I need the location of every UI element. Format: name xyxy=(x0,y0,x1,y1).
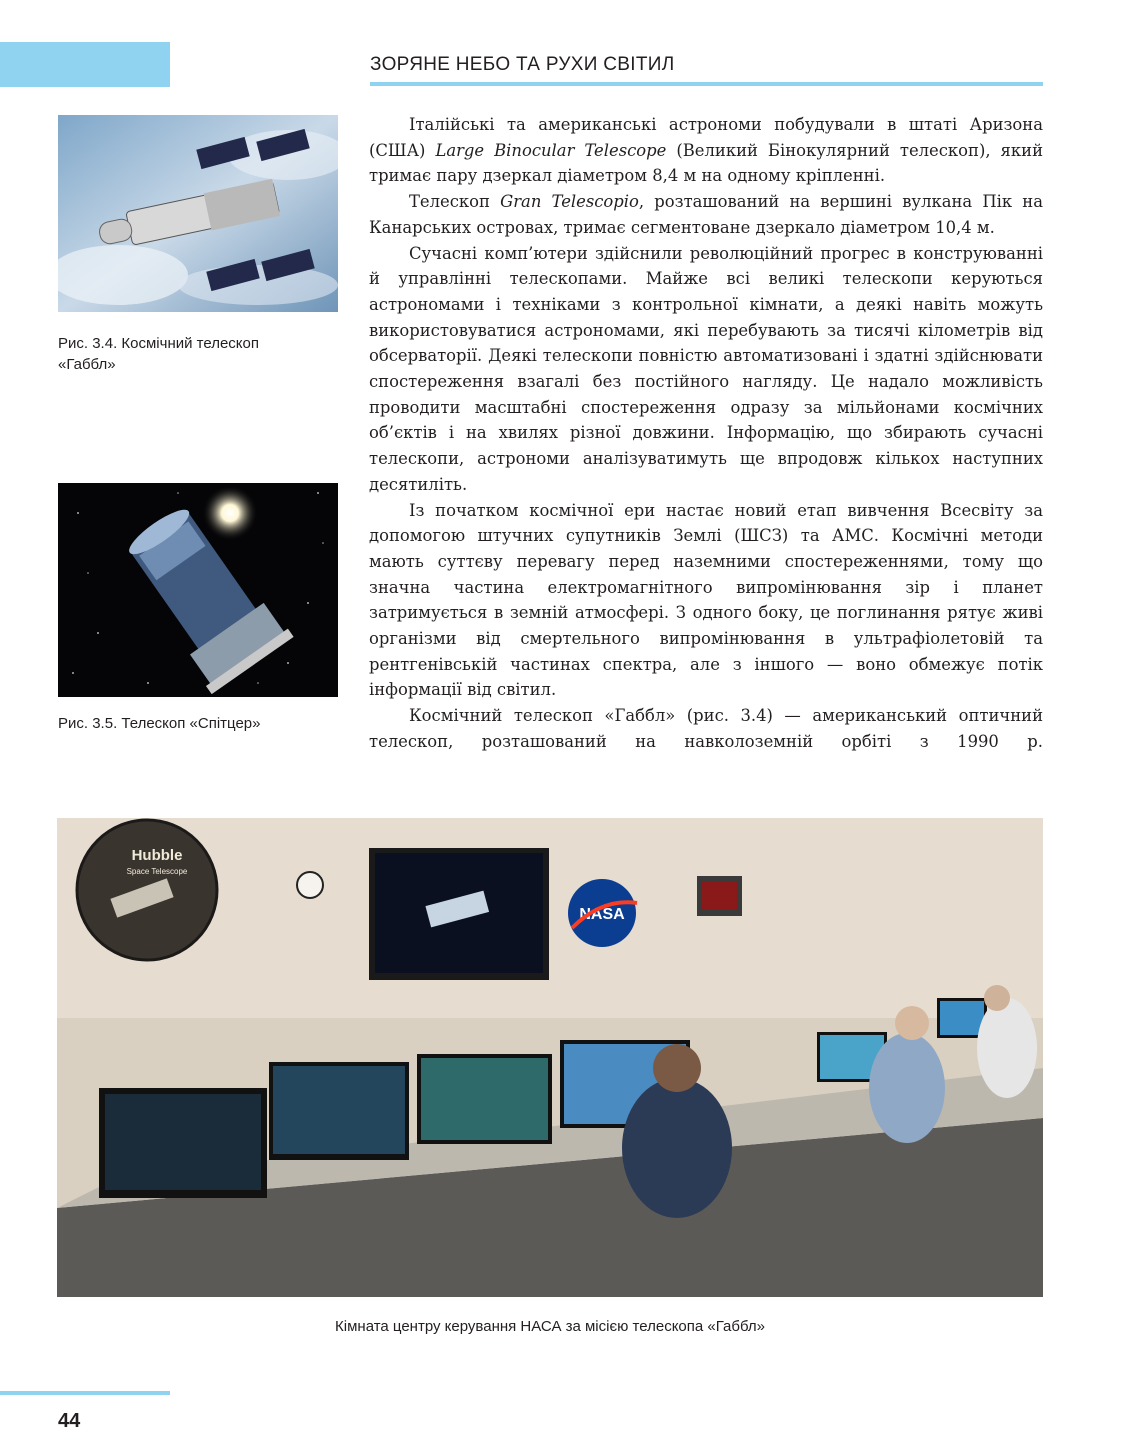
body-text xyxy=(369,112,1043,755)
figure-spitzer-image xyxy=(58,483,338,697)
paragraph: Космічний телескоп «Габбл» (рис. 3.4) — американський оптичний телескоп, розташований на навколоземній орбіті з 1990 р. xyxy=(369,706,1043,751)
photo-caption: Кімната центру керування НАСА за місією телескопа «Габбл» xyxy=(335,1318,765,1335)
svg-text:Hubble: Hubble xyxy=(131,847,183,864)
figure-caption: Рис. 3.5. Телескоп «Спітцер» xyxy=(58,715,261,732)
paragraph: Сучасні комп’ютери здійснили революційний прогрес в конструюванні й управлінні телескопами. Майже всі великі телескопи керуються астрономами і техніками з контрольної кімнати, а деякі навіть можуть використовуватися астрономами, які перебувають за тисячі кілометрів від обсерваторії. Деякі телескопи повністю автоматизовані і здатні здійснювати спостереження взагалі без постійного нагляду. Це надало можливість проводити масштабні спостереження одразу за мільйонами космічних об’єктів і на хвилях різної довжини. Інформацію, що збирають сучасні телескопи, астрономи аналізуватимуть ще впродовж кількох наступних десятиліть. xyxy=(369,243,1043,494)
header-tab xyxy=(0,42,170,87)
hubble-plaque-icon xyxy=(77,820,217,960)
svg-text:NASA: NASA xyxy=(579,906,625,923)
paragraph: Італійські та американські астрономи побудували в штаті Аризона (США) Large Binocular Telescope (Великий Бінокулярний телескоп), який тримає пару дзеркал діаметром 8,4 м на одному кріпленні. xyxy=(369,115,1043,186)
svg-text:Space Telescope: Space Telescope xyxy=(126,867,188,876)
page-number: 44 xyxy=(58,1410,81,1432)
footer-tab xyxy=(0,1391,170,1395)
paragraph: Телескоп Gran Telescopio, розташований на вершині вулкана Пік на Канарських островах, тримає сегментоване дзеркало діаметром 10,4 м. xyxy=(369,192,1043,237)
section-title: ЗОРЯНЕ НЕБО ТА РУХИ СВІТИЛ xyxy=(370,54,675,75)
figure-hubble-image xyxy=(58,115,338,312)
control-room-photo xyxy=(57,818,1043,1297)
header-rule xyxy=(370,82,1043,86)
paragraph: Із початком космічної ери настає новий етап вивчення Всесвіту за допомогою штучних супутників Землі (ШСЗ) та АМС. Космічні методи мають суттєву перевагу перед наземними спостереженнями, тому що значна частина електромагнітного випромінювання зір і планет затримується в земній атмосфері. З одного боку, це поглинання рятує живі організми від смертельного випромінювання в ультрафіолетовій та рентгенівській частинах спектра, але з іншого — воно обмежує потік інформації від світил. xyxy=(369,500,1043,700)
figure-caption: Рис. 3.4. Космічний телескоп «Габбл» xyxy=(58,335,259,373)
